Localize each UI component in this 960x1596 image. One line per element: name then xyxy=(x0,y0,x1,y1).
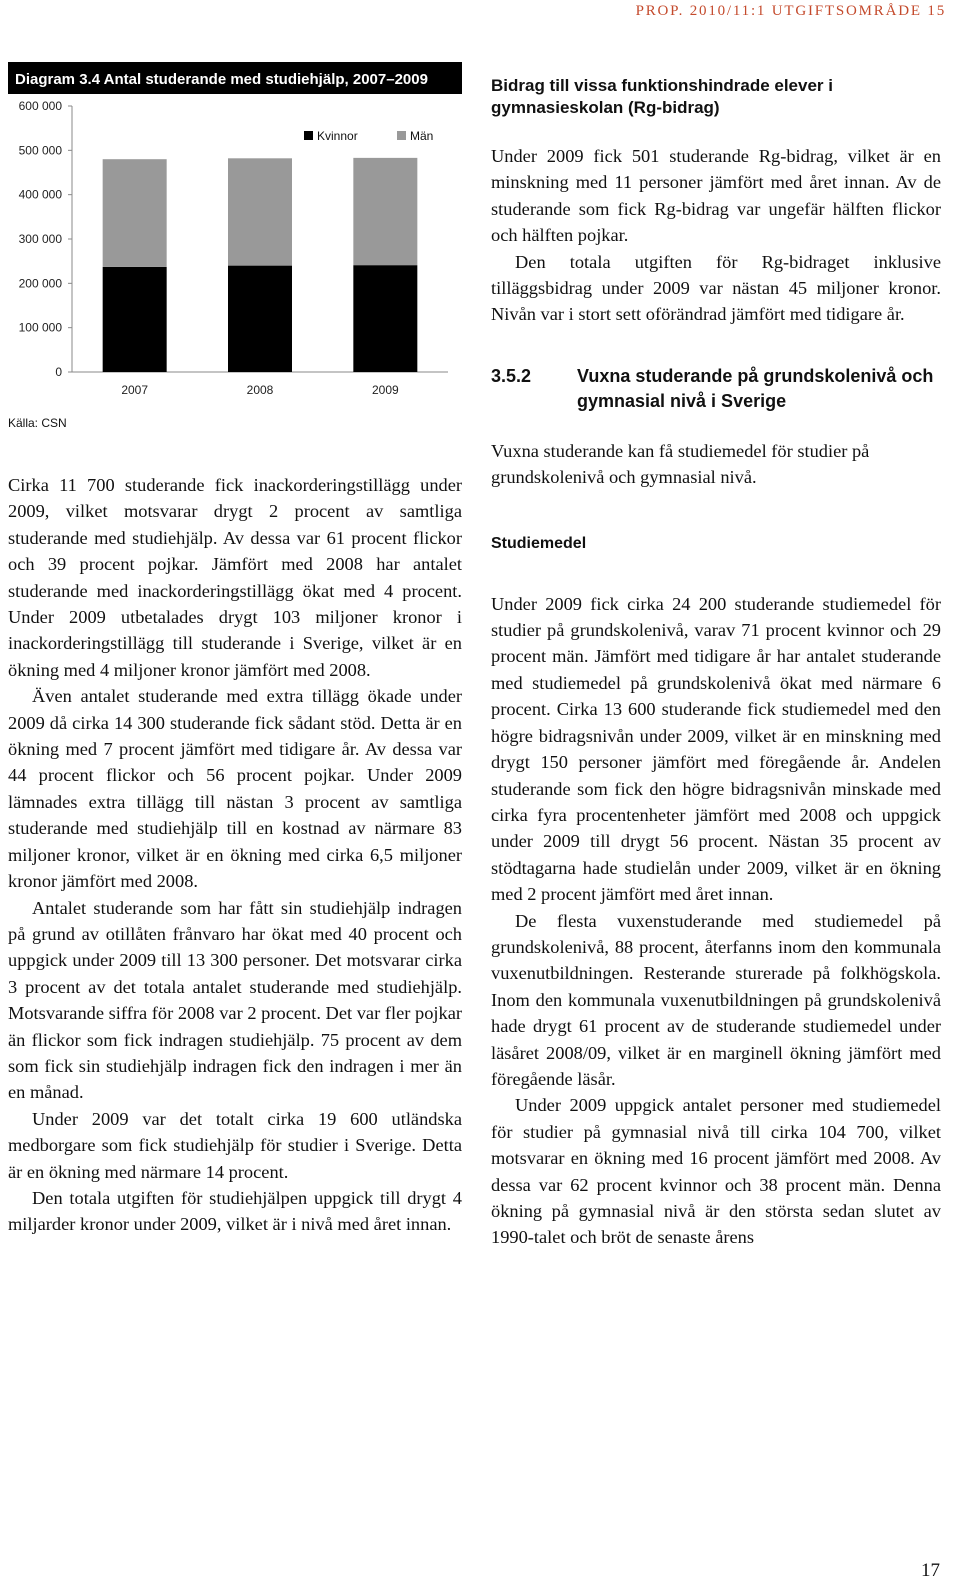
legend-swatch-man xyxy=(397,131,406,140)
y-tick-label: 100 000 xyxy=(18,320,62,335)
page-number: 17 xyxy=(921,1560,940,1581)
rg-heading: Bidrag till vissa funktionshindrade elever i gymnasieskolan (Rg-bidrag) xyxy=(491,76,833,117)
y-tick-label: 300 000 xyxy=(18,232,62,246)
bar-kvinnor-2008 xyxy=(228,266,292,372)
spacer xyxy=(491,119,941,143)
x-tick-label: 2007 xyxy=(121,383,149,397)
bar-man-2007 xyxy=(103,159,167,267)
spacer xyxy=(491,414,941,438)
bar-kvinnor-2009 xyxy=(353,265,417,372)
y-tick-label: 500 000 xyxy=(18,143,62,158)
paragraph: Under 2009 fick cirka 24 200 studerande studiemedel för studier på grundskolenivå, varav 71 procent kvinnor och 29 procent män. Jämfört med tidigare år har antalet studerande med studiemedel på grundskolenivå ökat med närmare 6 procent. Cirka 13 600 studerande fick studiemedel med den högre bidragsnivån under 2009, vilket är en minskning med drygt 150 personer jämfört med föregående år. Andelen studerande som fick den högre bidragsnivån minskade med cirka fyra procentenheter jämfört med 2008 och uppgick under 2009 till drygt 56 procent. Nästan 35 procent av stödtagarna hade studielån under 2009, vilket är en ökning med 2 procent jämfört med året innan. xyxy=(491,593,941,905)
bar-man-2009 xyxy=(353,158,417,265)
running-header: PROP. 2010/11:1 UTGIFTSOMRÅDE 15 xyxy=(635,3,946,19)
paragraph: Cirka 11 700 studerande fick inackorderingstillägg under 2009, vilket motsvarar drygt 2 procent av samtliga studerande med studiehjälp. Av dessa var 61 procent flickor och 39 procent pojkar. Jämfört med 2008 har antalet studerande med inackorderingstillägg ökat med 4 procent. Under 2009 utbetalades drygt 103 miljoner kronor i inackorderingstillägg till studerande i Sverige, vilket är en ökning med 4 miljoner kronor jämfört med 2008. xyxy=(8,475,462,680)
bar-kvinnor-2007 xyxy=(103,267,167,372)
y-tick-label: 0 xyxy=(55,365,62,379)
section-heading xyxy=(491,364,941,414)
x-tick-label: 2008 xyxy=(246,383,274,397)
paragraph: Under 2009 var det totalt cirka 19 600 utländska medborgare som fick studiehjälp för studier i Sverige. Detta är en ökning med närmare 14 procent. xyxy=(8,1108,462,1182)
paragraph: Den totala utgiften för Rg-bidraget inklusive tilläggsbidrag under 2009 var nästan 45 miljoner kronor. Nivån var i stort sett oförändrad jämfört med tidigare år. xyxy=(491,251,941,325)
section-title: Vuxna studerande på grundskolenivå och gymnasial nivå i Sverige xyxy=(577,365,934,411)
left-column xyxy=(8,62,462,1238)
paragraph: Vuxna studerande kan få studiemedel för studier på grundskolenivå och gymnasial nivå. xyxy=(491,440,870,488)
legend-swatch-kvinnor xyxy=(304,131,313,140)
x-tick-label: 2009 xyxy=(371,383,399,397)
paragraph: De flesta vuxenstuderande med studiemedel på grundskolenivå, 88 procent, återfanns inom den kommunala vuxenutbildningen. Resterande sturerade på folkhögskola. Inom den kommunala vuxenutbildningen på grundskolenivå hade drygt 61 procent av de studerande studiemedel under läsåret 2008/09, vilket är en marginell ökning jämfört med föregående läsår. xyxy=(491,910,941,1089)
paragraph: Under 2009 uppgick antalet personer med studiemedel för studier på gymnasial nivå till cirka 104 700, vilket motsvarar en ökning med 16 procent jämfört med 2008. Av dessa var 62 procent kvinnor och 38 procent män. Denna ökning på gymnasial nivå är den största sedan slutet av 1990-talet och bröt de senaste årens xyxy=(491,1095,941,1248)
legend-label-kvinnor: Kvinnor xyxy=(317,129,358,143)
bar-man-2008 xyxy=(228,158,292,265)
chart-canvas xyxy=(8,94,462,414)
y-tick-label: 600 000 xyxy=(18,99,62,113)
chart-source: Källa: CSN xyxy=(8,416,67,430)
legend-label-man: Män xyxy=(410,129,434,143)
diagram xyxy=(8,62,462,430)
bar-chart xyxy=(8,94,462,414)
paragraph: Under 2009 fick 501 studerande Rg-bidrag, vilket är en minskning med 11 personer jämfört med året innan. Av de studerande som fick Rg-bidrag var ungefär hälften flickor och hälften pojkar. xyxy=(491,146,941,246)
paragraph: Även antalet studerande med extra tillägg ökade under 2009 då cirka 14 300 studerande fick sådant stöd. Detta är en ökning med 7 procent jämfört med tidigare år. Av dessa var 44 procent flickor och 56 procent pojkar. Under 2009 lämnades extra tillägg till nästan 3 procent av samtliga studerande med studiehjälp till en kostnad av närmare 83 miljoner kronor, vilket är en ökning med cirka 6,5 miljoner kronor jämfört med 2008. xyxy=(8,686,462,892)
paragraph: Antalet studerande som har fått sin studiehjälp indragen på grund av otillåten frånvaro har ökat med 40 procent och uppgick under 2009 till 13 300 personer. Det motsvarar cirka 3 procent av det totala antalet studerande med studiehjälp. Motsvarande siffra för 2008 var 2 procent. Det var fler pojkar än flickor som fick indragen studiehjälp. 75 procent av dem som fick sin studiehjälp indragen fick den indragen i mer än en månad. xyxy=(8,897,462,1103)
right-column xyxy=(491,75,941,1251)
subheading: Studiemedel xyxy=(491,534,587,552)
section-number: 3.5.2 xyxy=(491,365,532,386)
diagram-title: Diagram 3.4 Antal studerande med studiehjälp, 2007–2009 xyxy=(8,62,462,94)
paragraph: Den totala utgiften för studiehjälpen uppgick till drygt 4 miljarder kronor under 2009, vilket är i nivå med året innan. xyxy=(8,1187,462,1235)
y-tick-label: 400 000 xyxy=(18,187,62,202)
y-tick-label: 200 000 xyxy=(18,276,62,291)
